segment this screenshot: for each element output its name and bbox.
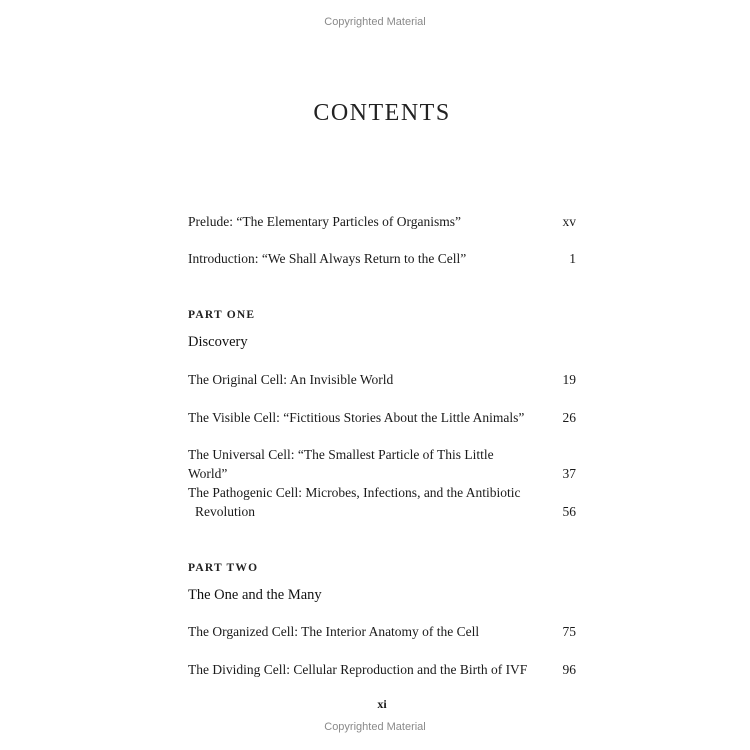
part-two-title: The One and the Many — [188, 587, 322, 603]
toc-entry-title: The Universal Cell: “The Smallest Particle of This Little World” — [188, 447, 494, 481]
part-two-label: PART TWO — [188, 562, 259, 574]
toc-entry-page: xv — [562, 214, 576, 229]
toc-entry-title: The Dividing Cell: Cellular Reproduction and the Birth of IVF — [188, 662, 528, 677]
part-one-label: PART ONE — [188, 309, 256, 321]
toc-entry-page: 75 — [562, 624, 576, 639]
toc-entry-title: Introduction: “We Shall Always Return to the Cell” — [188, 251, 467, 266]
toc-entry-title: The Visible Cell: “Fictitious Stories About the Little Animals” — [188, 410, 525, 425]
toc-entry-page: 96 — [562, 662, 576, 677]
toc-entry-universal-cell[interactable] — [188, 445, 576, 483]
toc-entry-page: 1 — [569, 251, 576, 266]
part-one-title: Discovery — [188, 334, 248, 350]
toc-entry-organized-cell[interactable] — [188, 622, 576, 641]
toc-entry-title: Prelude: “The Elementary Particles of Organisms” — [188, 214, 462, 229]
toc-entry-title-line1: The Pathogenic Cell: Microbes, Infections, and the Antibiotic — [188, 485, 521, 500]
page-folio: xi — [377, 697, 387, 711]
toc-entry-title: The Organized Cell: The Interior Anatomy of the Cell — [188, 624, 480, 639]
copyright-watermark-bottom: Copyrighted Material — [324, 721, 426, 733]
toc-entry-dividing-cell[interactable] — [188, 660, 576, 679]
page-title: CONTENTS — [313, 100, 451, 127]
toc-entry-visible-cell[interactable] — [188, 408, 576, 427]
toc-entry-introduction[interactable] — [188, 249, 576, 268]
toc-entry-original-cell[interactable] — [188, 370, 576, 389]
toc-entry-title-line2: Revolution — [195, 504, 255, 519]
toc-entry-page: 26 — [562, 410, 576, 425]
toc-entry-title: The Original Cell: An Invisible World — [188, 372, 394, 387]
toc-entry-page: 19 — [562, 372, 576, 387]
toc-entry-page: 56 — [562, 504, 576, 519]
toc-entry-pathogenic-cell[interactable] — [188, 483, 576, 521]
toc-entry-prelude[interactable] — [188, 212, 576, 231]
toc-entry-page: 37 — [562, 466, 576, 481]
copyright-watermark-top: Copyrighted Material — [324, 16, 426, 28]
